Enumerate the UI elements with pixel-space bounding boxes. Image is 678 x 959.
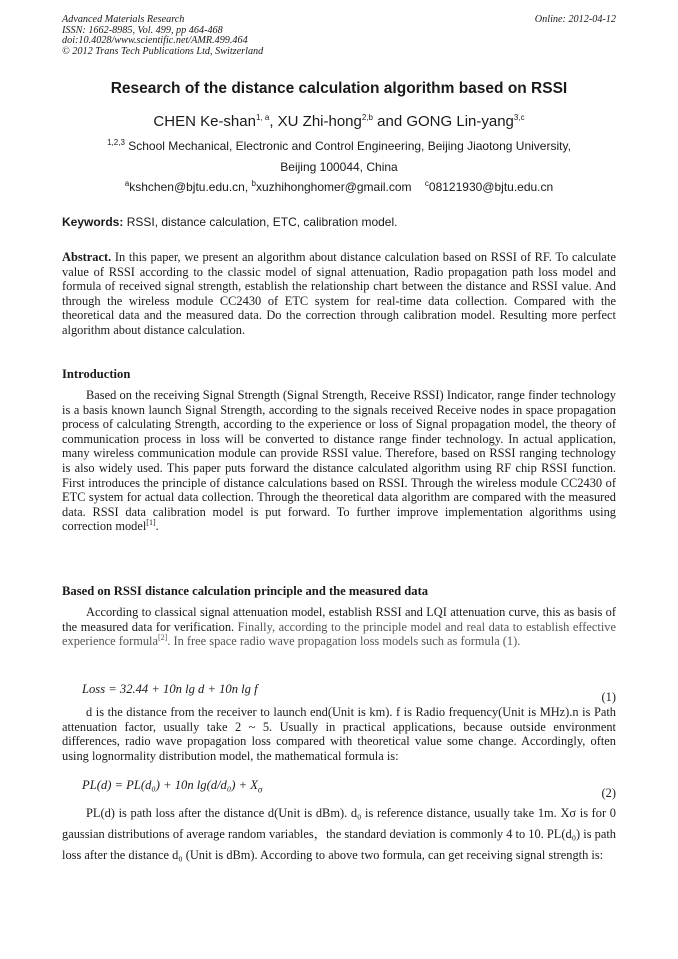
intro-ref: [1] <box>146 518 156 528</box>
email-c-sup: c <box>424 179 429 188</box>
s2-p1-a: According to classical signal attenuation model, establish RSSI and LQI attenuation curve, this as basis of the measured data for verification. <box>62 605 616 634</box>
intro-end: . <box>155 519 159 534</box>
keywords-text: RSSI, distance calculation, ETC, calibration model. <box>123 215 398 229</box>
formula-2 <box>82 778 262 795</box>
keywords-label: Keywords: <box>62 215 124 229</box>
email-b: xuzhihonghomer@gmail.com <box>255 180 412 194</box>
journal-name: Advanced Materials Research <box>62 14 185 25</box>
doi-line: doi:10.4028/www.scientific.net/AMR.499.464 <box>62 35 248 47</box>
email-a: kshchen@bjtu.edu.cn, <box>129 180 252 194</box>
affiliation-text: School Mechanical, Electronic and Control Engineering, Beijing Jiaotong University, <box>124 139 571 153</box>
email-a-sup: a <box>124 179 130 188</box>
intro-heading: Introduction <box>62 367 131 381</box>
s2-p1-ref: [2] <box>157 633 168 643</box>
author-3-sup: 3,c <box>513 113 525 122</box>
intro-text: Based on the receiving Signal Strength (Signal Strength, Receive RSSI) Indicator, range finder technology is a basis known launch Signal Strength, according to the signals received Receive nodes in space propagation process of calculating Strength, according to the experience or loss of Signal propagation model, the theory of communication process in loss will be converted to distance range finder technology. In actual application, many wireless communication module can provide RSSI value. Therefore, based on RSSI ranging technology is also widely used. This paper puts forward the distance calculated algorithm using RF chip RSSI function. First introduces the principle of distance calculations based on RSSI. Through the wireless module CC2430 of ETC system for actual data collection. Through the theoretical data algorithm are compared with the measured data. RSSI data calibration model is put forward. To further improve implementation algorithms using correction model <box>62 388 616 534</box>
keywords <box>62 215 616 229</box>
author-1-sup: 1, a <box>255 113 270 122</box>
email-b-sup: b <box>251 179 256 188</box>
email-c: 08121930@bjtu.edu.cn <box>428 180 554 194</box>
section2-paragraph-2: d is the distance from the receiver to launch end(Unit is km). f is Radio frequency(Unit is MHz).n is Path attenuation factor, usually take 2 ~ 5. Usually in practical applications, because outside environment differences, radio wave propagation loss compared with theoretical value some change. Accordingly, often using lognormality distribution model, the mathematical formula is: <box>62 705 616 763</box>
s2-p1-c: . In free space radio wave propagation loss models such as formula (1). <box>167 634 521 649</box>
author-1: CHEN Ke-shan <box>153 113 256 130</box>
equation-2-number: (2) <box>601 786 616 800</box>
equation-1-number: (1) <box>601 690 616 704</box>
author-3: and GONG Lin-yang <box>372 113 514 130</box>
formula-1: Loss = 32.44 + 10n lg d + 10n lg f <box>82 682 258 696</box>
abstract <box>62 250 616 338</box>
author-line <box>0 113 678 130</box>
journal-header <box>62 15 263 57</box>
formula-2-main: PL(d) = PL(d₀) + 10n lg(d/d₀) + X <box>82 778 258 792</box>
section2-heading: Based on RSSI distance calculation principle and the measured data <box>62 584 429 598</box>
author-2: , XU Zhi-hong <box>269 113 362 130</box>
online-date: Online: 2012-04-12 <box>534 14 616 25</box>
paper-title: Research of the distance calculation algorithm based on RSSI <box>110 80 568 97</box>
copyright-line: © 2012 Trans Tech Publications Ltd, Switzerland <box>62 45 264 57</box>
affiliation-line-1 <box>0 139 678 153</box>
email-line <box>0 180 678 194</box>
affiliation-sup: 1,2,3 <box>107 138 125 147</box>
intro-paragraph <box>62 388 616 534</box>
affiliation-line-2: Beijing 100044, China <box>280 160 398 174</box>
abstract-text: In this paper, we present an algorithm about distance calculation based on RSSI of RF. To calculate value of RSSI according to the classic model of signal attenuation, Radio propagation path loss model and formula of received signal strength, establish the relationship chart between the distance and RSSI value. And through the wireless module CC2430 of ETC system for real-time data collection. Compared with the theoretical data and the measured data. Do the correction through calibration model. Resulting more perfect algorithm about distance calculation. <box>62 250 616 337</box>
author-2-sup: 2,b <box>361 113 373 122</box>
abstract-label: Abstract. <box>62 250 112 264</box>
s2-p1-b: Finally, according to the principle model and real data to establish effective experience formula <box>62 619 616 649</box>
section2-paragraph-1 <box>62 605 616 649</box>
section2-paragraph-3: PL(d) is path loss after the distance d(Unit is dBm). d₀ is reference distance, usually take 1m. Xσ is for 0 gaussian distributions of average random variables，the standard deviation is commonly 4 to 10. PL(d₀) is path loss after the distance d₀ (Unit is dBm). According to above two formula, can get receiving signal strength is: <box>62 806 616 862</box>
issn-line: ISSN: 1662-8985, Vol. 499, pp 464-468 <box>62 24 223 36</box>
formula-2-sub: σ <box>257 784 263 795</box>
